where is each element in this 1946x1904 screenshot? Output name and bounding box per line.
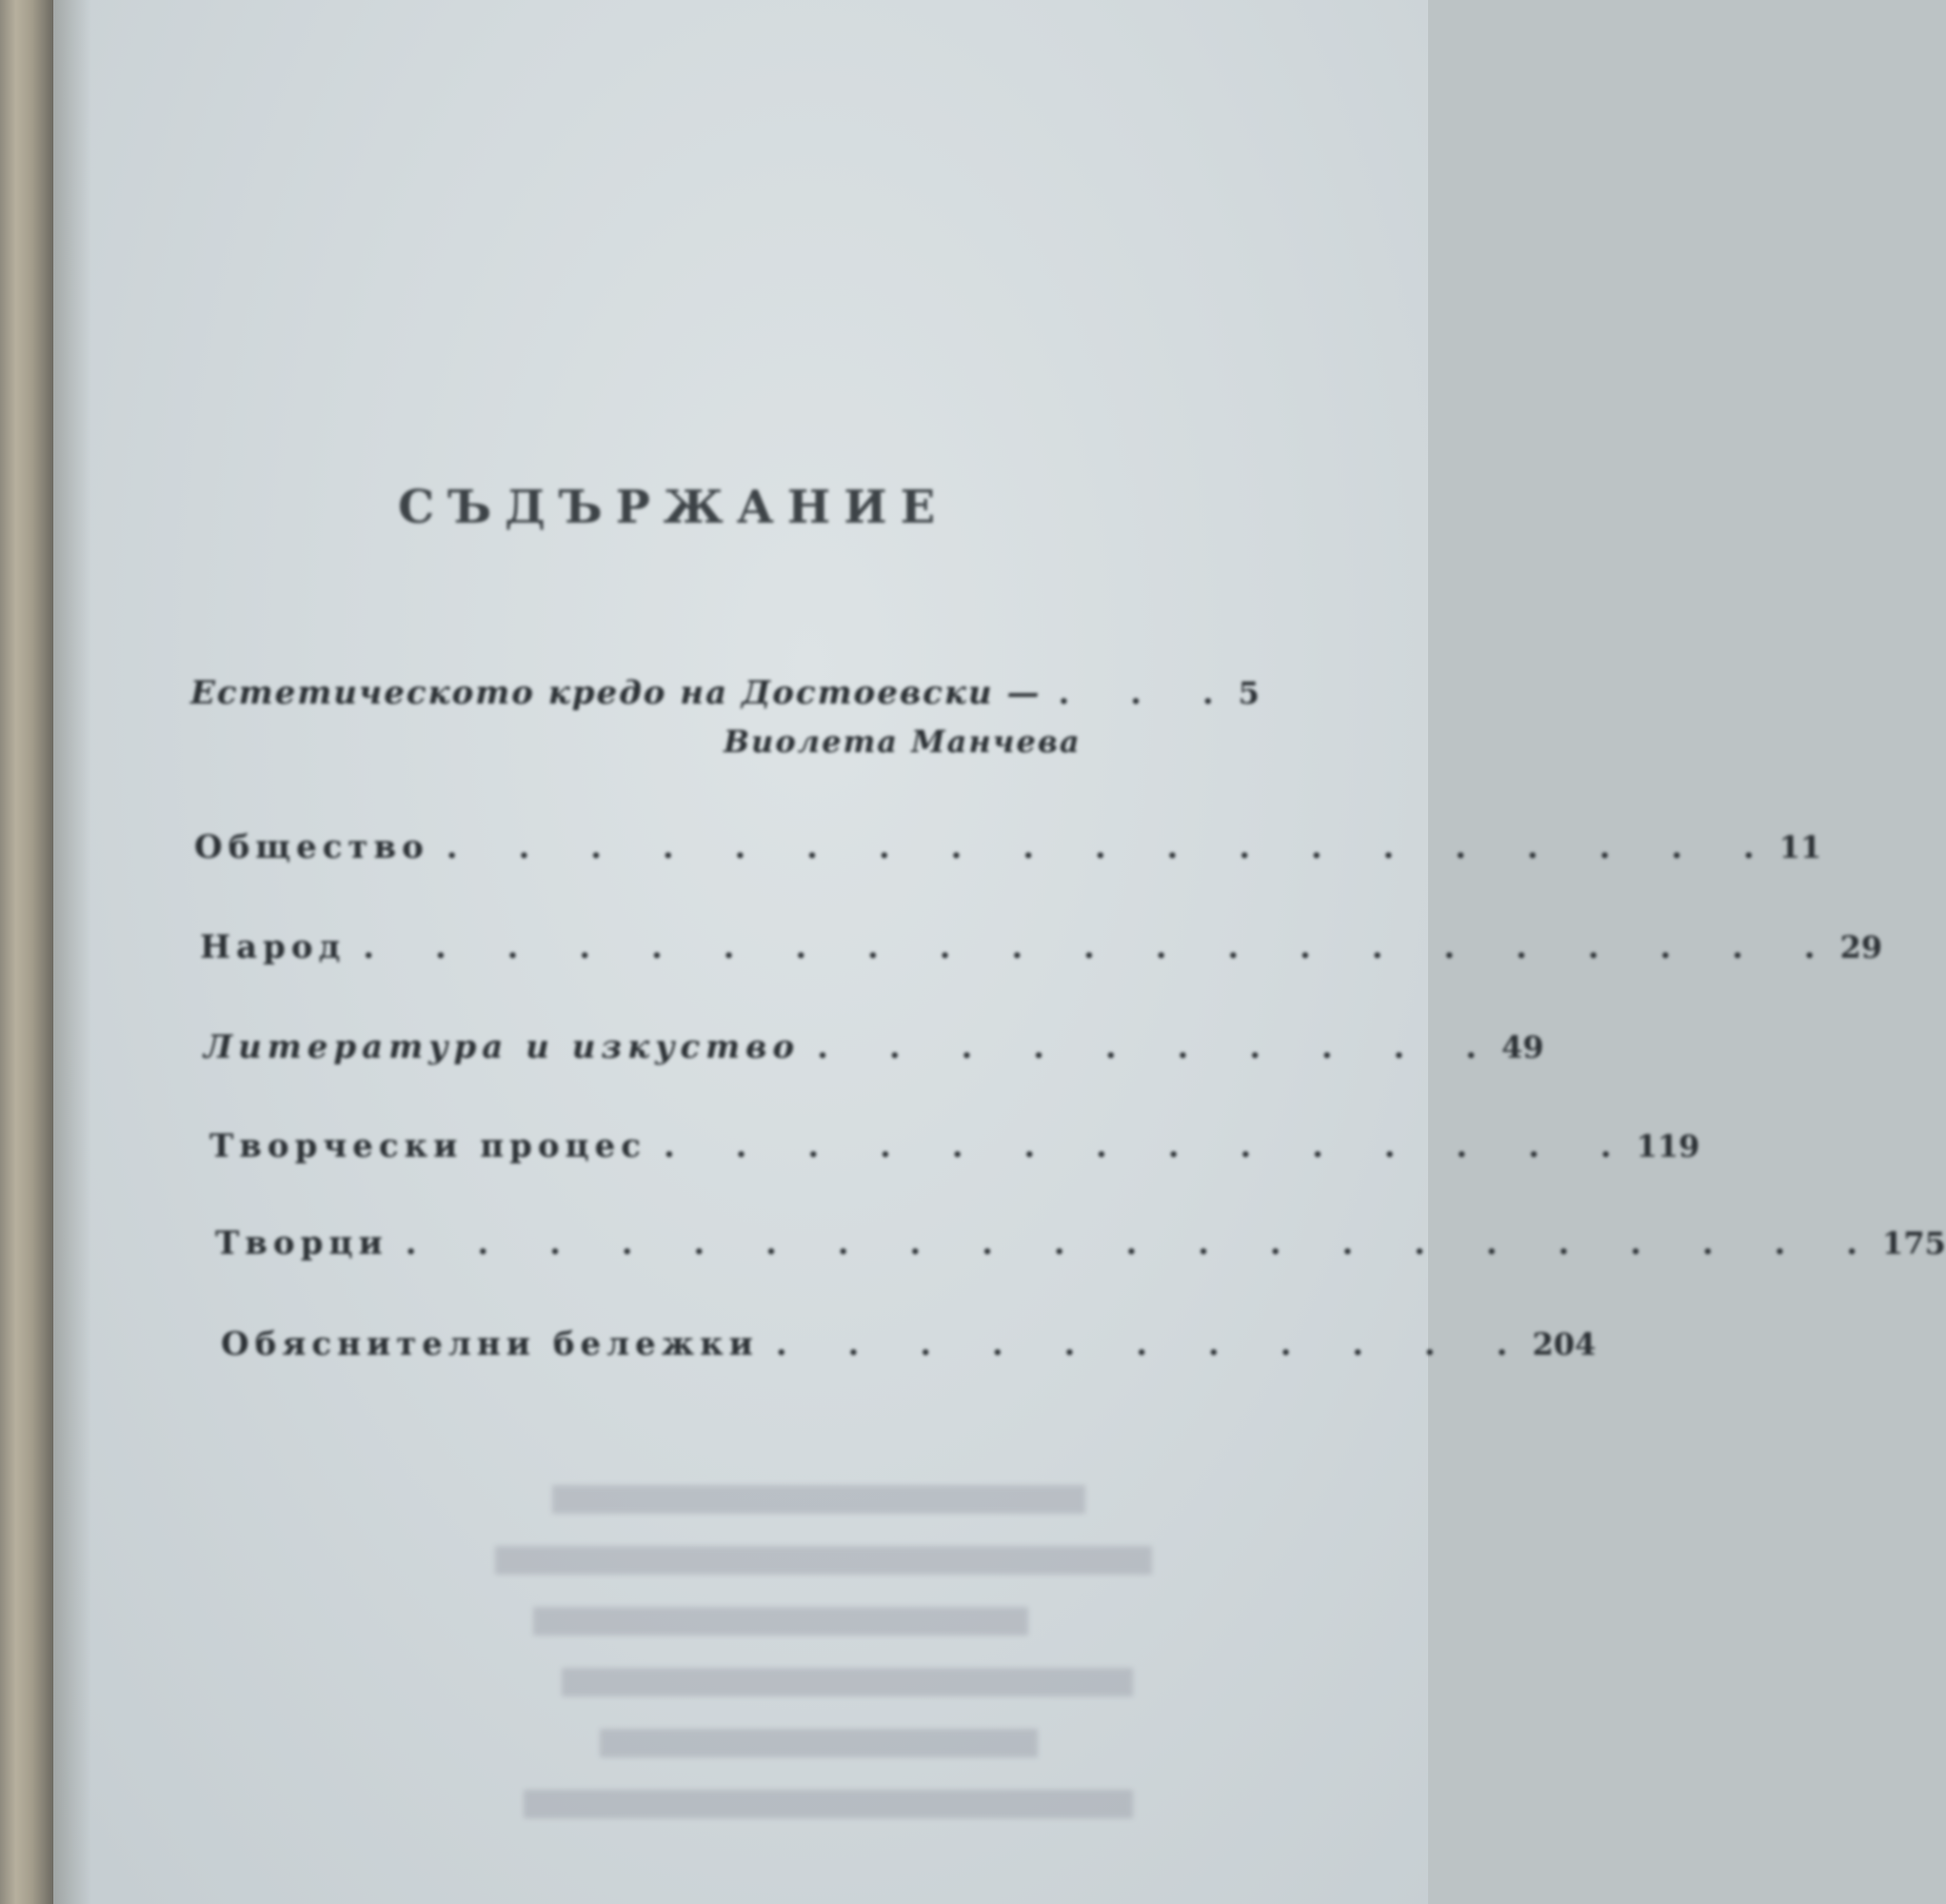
toc-entry-label: Естетическото кредо на Достоевски — — [190, 674, 1042, 712]
toc-entry-page: 5 — [1238, 675, 1260, 711]
toc-entry-label: Общество — [194, 828, 429, 866]
toc-entry-3 — [200, 928, 1883, 985]
toc-entry-label: Литература и изкуство — [204, 1028, 801, 1066]
toc-leader-dots: . . . — [1058, 674, 1239, 712]
toc-entry-page: 49 — [1501, 1029, 1544, 1065]
toc-leader-dots: . . . . . . . . . . . — [775, 1325, 1533, 1363]
page-title: СЪДЪРЖАНИЕ — [398, 481, 949, 534]
toc-leader-dots: . . . . . . . . . . — [817, 1028, 1502, 1066]
toc-leader-dots: . . . . . . . . . . . . . . . . . . . — [446, 828, 1779, 866]
toc-leader-dots: . . . . . . . . . . . . . . — [664, 1127, 1637, 1165]
toc-entry-page: 29 — [1839, 929, 1883, 965]
toc-entry-label: Обяснителни бележки — [221, 1325, 759, 1363]
toc-entry-page: 11 — [1778, 829, 1822, 865]
toc-entry-author: Виолета Манчева — [724, 724, 1082, 760]
toc-entry-2 — [194, 828, 1822, 885]
reverse-page-show-through — [495, 1485, 1181, 1851]
toc-leader-dots: . . . . . . . . . . . . . . . . . . . . . — [363, 928, 1840, 966]
toc-entry-6 — [215, 1224, 1946, 1281]
toc-entry-label: Народ — [200, 928, 347, 966]
toc-entry-label: Творчески процес — [209, 1127, 646, 1165]
toc-entry-5 — [209, 1127, 1700, 1184]
toc-leader-dots: . . . . . . . . . . . . . . . . . . . . . — [405, 1224, 1883, 1262]
toc-entry-7 — [221, 1325, 1597, 1382]
toc-entry-4 — [204, 1028, 1544, 1085]
toc-entry-1 — [190, 674, 1260, 731]
toc-entry-page: 204 — [1532, 1326, 1597, 1362]
toc-entry-page: 119 — [1636, 1128, 1700, 1164]
toc-entry-label: Творци — [215, 1224, 388, 1262]
toc-entry-page: 175 — [1882, 1225, 1946, 1261]
